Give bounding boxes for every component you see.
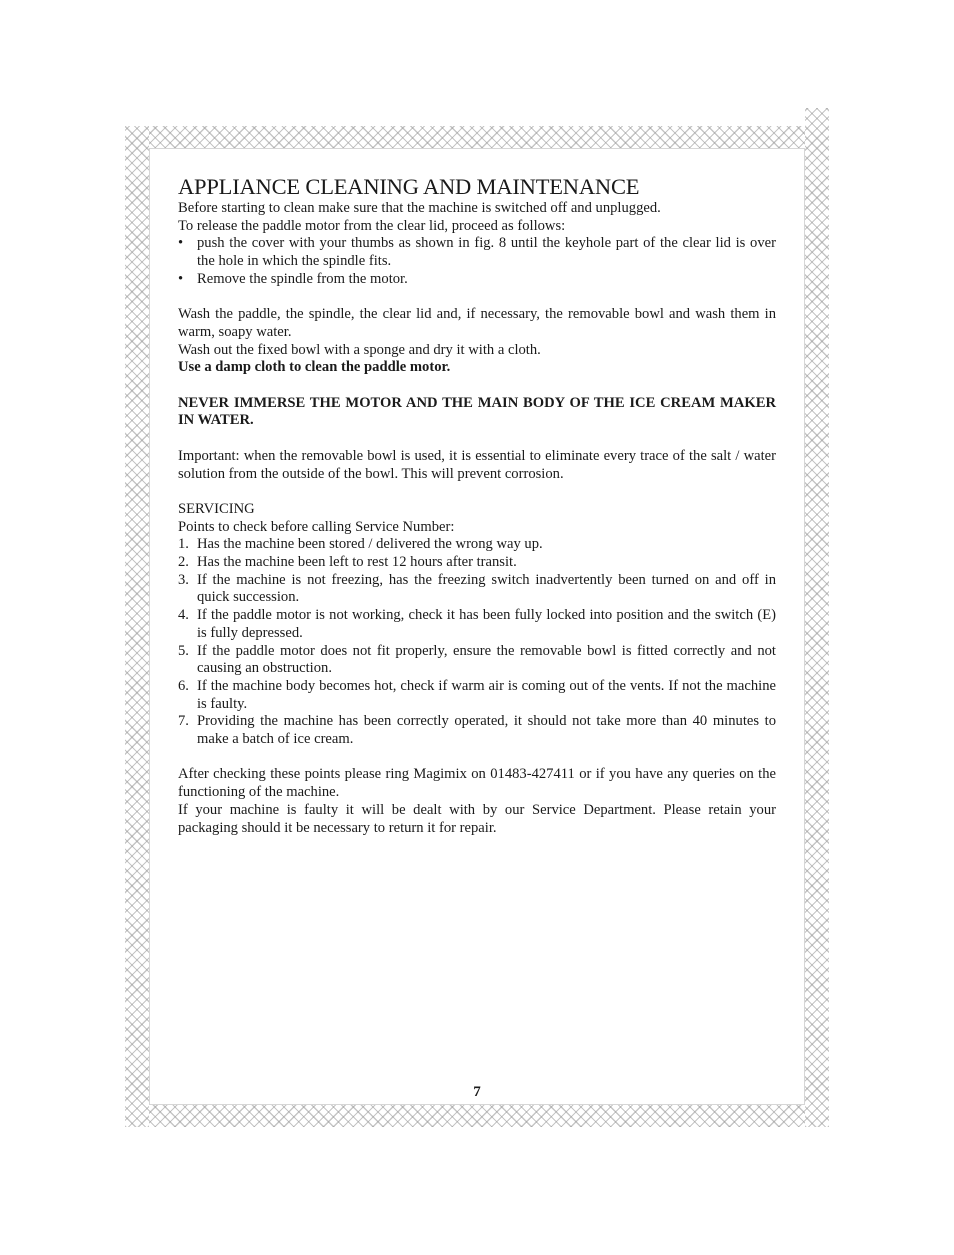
list-item xyxy=(178,607,776,642)
list-item-text: Has the machine been stored / delivered the wrong way up. xyxy=(197,536,543,553)
spacer xyxy=(178,430,776,448)
intro-line: Before starting to clean make sure that the machine is switched off and unplugged. xyxy=(178,200,661,216)
border-top xyxy=(125,126,829,148)
bullet-mark: • xyxy=(178,235,184,252)
list-item xyxy=(178,271,776,289)
bullet-mark: • xyxy=(178,270,184,287)
list-item-text: push the cover with your thumbs as shown in fig. 8 until the keyhole part of the clear lid is over the hole in which the spindle fits. xyxy=(197,235,776,270)
warning-text: NEVER IMMERSE THE MOTOR AND THE MAIN BODY OF THE ICE CREAM MAKER IN WATER. xyxy=(178,394,776,429)
servicing-intro: Points to check before calling Service Number: xyxy=(178,518,455,535)
intro-line: To release the paddle motor from the clear lid, proceed as follows: xyxy=(178,217,566,234)
spacer xyxy=(178,377,776,395)
wash-paragraph: Wash the paddle, the spindle, the clear lid and, if necessary, the removable bowl and wash them in warm, soapy water. xyxy=(178,306,776,340)
item-number: 1. xyxy=(178,536,189,553)
list-item xyxy=(178,554,776,572)
damp-cloth-note: Use a damp cloth to clean the paddle motor. xyxy=(178,359,451,376)
list-item-text: If the machine body becomes hot, check if warm air is coming out of the vents. If not the machine is faulty. xyxy=(197,677,776,712)
list-item xyxy=(178,713,776,748)
list-item xyxy=(178,643,776,678)
list-item xyxy=(178,536,776,554)
servicing-points-list xyxy=(178,536,776,748)
item-number: 4. xyxy=(178,607,189,624)
servicing-heading: SERVICING xyxy=(178,500,255,517)
list-item-text: If the machine is not freezing, has the freezing switch inadvertently been turned on and off in quick succession. xyxy=(197,571,776,606)
border-bottom xyxy=(125,1105,829,1127)
item-number: 6. xyxy=(178,677,189,694)
page-number: 7 xyxy=(473,1084,481,1100)
item-number: 3. xyxy=(178,571,189,588)
list-item-text: Has the machine been left to rest 12 hours after transit. xyxy=(197,554,517,570)
border-right xyxy=(805,108,829,1127)
page-content xyxy=(178,174,776,837)
list-item-text: Providing the machine has been correctly operated, it should not take more than 40 minutes to make a batch of ice cream. xyxy=(197,713,776,748)
list-item xyxy=(178,235,776,270)
border-left xyxy=(125,126,149,1127)
spacer xyxy=(178,289,776,307)
list-item xyxy=(178,678,776,713)
item-number: 2. xyxy=(178,554,189,570)
spacer xyxy=(178,483,776,501)
item-number: 5. xyxy=(178,642,189,659)
list-item-text: If the paddle motor does not fit properly, ensure the removable bowl is fitted correctly and not causing an obstruction. xyxy=(197,642,776,677)
page-title: APPLIANCE CLEANING AND MAINTENANCE xyxy=(178,174,640,199)
important-note: Important: when the removable bowl is used, it is essential to eliminate every trace of the salt / water solution from the outside of the bowl. This will prevent corrosion. xyxy=(178,447,776,482)
spacer xyxy=(178,749,776,767)
list-item-text: If the paddle motor is not working, check it has been fully locked into position and the switch (E) is fully depressed. xyxy=(197,607,776,641)
item-number: 7. xyxy=(178,713,189,730)
list-item-text: Remove the spindle from the motor. xyxy=(197,270,408,287)
closing-paragraph: If your machine is faulty it will be dealt with by our Service Department. Please retain your packaging should it be necessary to return it for repair. xyxy=(178,801,776,836)
closing-paragraph: After checking these points please ring Magimix on 01483-427411 or if you have any queries on the functioning of the machine. xyxy=(178,766,776,801)
list-item xyxy=(178,572,776,607)
release-steps-list xyxy=(178,235,776,288)
wash-paragraph: Wash out the fixed bowl with a sponge and dry it with a cloth. xyxy=(178,341,541,358)
